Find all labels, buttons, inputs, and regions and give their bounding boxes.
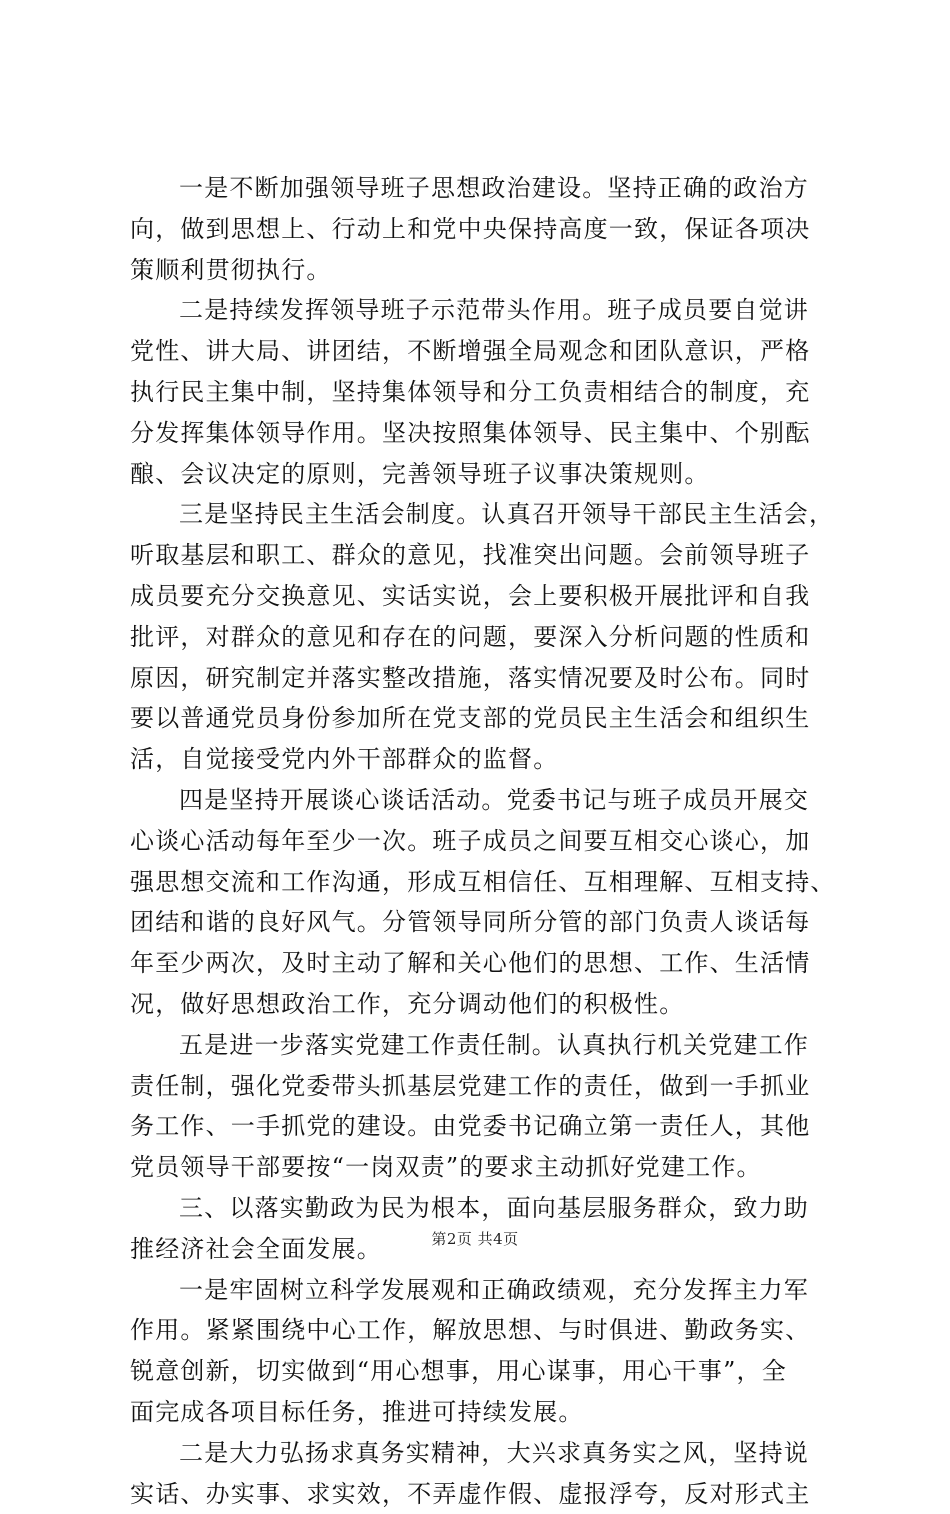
- paragraph-line: 心谈心活动每年至少一次。班子成员之间要互相交心谈心，加: [130, 821, 842, 862]
- paragraph-line: 年至少两次，及时主动了解和关心他们的思想、工作、生活情: [130, 943, 842, 984]
- paragraph-first-line: 二是持续发挥领导班子示范带头作用。班子成员要自觉讲: [130, 290, 842, 331]
- paragraph-line: 推经济社会全面发展。: [130, 1229, 842, 1270]
- paragraph-line: 面完成各项目标任务，推进可持续发展。: [130, 1392, 842, 1433]
- paragraph-first-line: 五是进一步落实党建工作责任制。认真执行机关党建工作: [130, 1025, 842, 1066]
- paragraph-line: 活，自觉接受党内外干部群众的监督。: [130, 739, 842, 780]
- paragraph-first-line: 四是坚持开展谈心谈话活动。党委书记与班子成员开展交: [130, 780, 842, 821]
- paragraph-line: 实话、办实事、求实效，不弄虚作假、虚报浮夸，反对形式主: [130, 1474, 842, 1514]
- paragraph-first-line: 一是不断加强领导班子思想政治建设。坚持正确的政治方: [130, 168, 842, 209]
- paragraph-line: 锐意创新，切实做到“用心想事，用心谋事，用心干事”，全: [130, 1351, 842, 1392]
- paragraph-line: 务工作、一手抓党的建设。由党委书记确立第一责任人，其他: [130, 1106, 842, 1147]
- paragraph-line: 策顺利贯彻执行。: [130, 250, 842, 291]
- paragraph-line: 向，做到思想上、行动上和党中央保持高度一致，保证各项决: [130, 209, 842, 250]
- paragraph-line: 分发挥集体领导作用。坚决按照集体领导、民主集中、个别酝: [130, 413, 842, 454]
- paragraph-first-line: 二是大力弘扬求真务实精神，大兴求真务实之风，坚持说: [130, 1433, 842, 1474]
- paragraph-first-line: 三、以落实勤政为民为根本，面向基层服务群众，致力助: [130, 1188, 842, 1229]
- paragraph-line: 酿、会议决定的原则，完善领导班子议事决策规则。: [130, 454, 842, 495]
- paragraph-line: 责任制，强化党委带头抓基层党建工作的责任，做到一手抓业: [130, 1066, 842, 1107]
- paragraph-line: 党性、讲大局、讲团结，不断增强全局观念和团队意识，严格: [130, 331, 842, 372]
- paragraph-line: 批评，对群众的意见和存在的问题，要深入分析问题的性质和: [130, 617, 842, 658]
- paragraph-line: 成员要充分交换意见、实话实说，会上要积极开展批评和自我: [130, 576, 842, 617]
- paragraph-line: 听取基层和职工、群众的意见，找准突出问题。会前领导班子: [130, 535, 842, 576]
- paragraph-first-line: 一是牢固树立科学发展观和正确政绩观，充分发挥主力军: [130, 1270, 842, 1311]
- paragraph-line: 作用。紧紧围绕中心工作，解放思想、与时俱进、勤政务实、: [130, 1310, 842, 1351]
- paragraph-first-line: 三是坚持民主生活会制度。认真召开领导干部民主生活会，: [130, 494, 842, 535]
- paragraph-line: 况，做好思想政治工作，充分调动他们的积极性。: [130, 984, 842, 1025]
- paragraph-line: 强思想交流和工作沟通，形成互相信任、互相理解、互相支持、: [130, 862, 842, 903]
- paragraph-line: 原因，研究制定并落实整改措施，落实情况要及时公布。同时: [130, 658, 842, 699]
- paragraph-line: 执行民主集中制，坚持集体领导和分工负责相结合的制度，充: [130, 372, 842, 413]
- page-footer: 第2页 共4页: [0, 1228, 950, 1249]
- paragraph-line: 团结和谐的良好风气。分管领导同所分管的部门负责人谈话每: [130, 902, 842, 943]
- document-body: [130, 168, 842, 1514]
- paragraph-line: 党员领导干部要按“一岗双责”的要求主动抓好党建工作。: [130, 1147, 842, 1188]
- paragraph-line: 要以普通党员身份参加所在党支部的党员民主生活会和组织生: [130, 698, 842, 739]
